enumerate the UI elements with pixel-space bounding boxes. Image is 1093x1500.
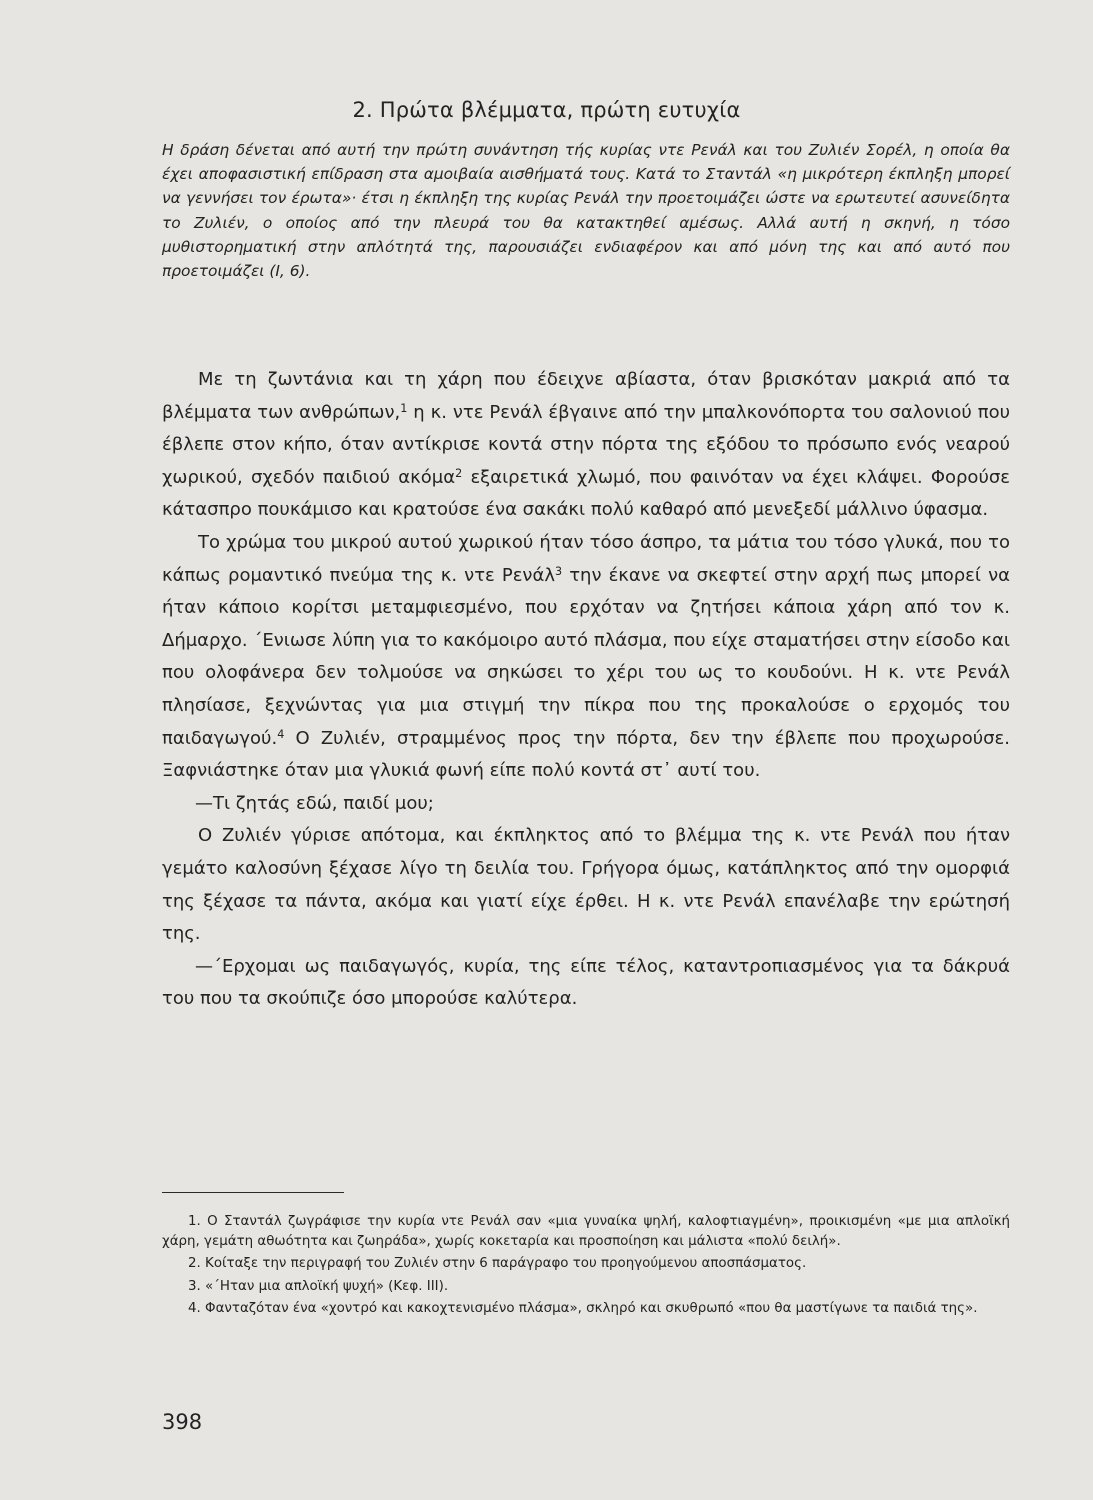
paragraph-1: [162, 364, 1010, 527]
intro-paragraph: Η δράση δένεται από αυτή την πρώτη συνάντηση τής κυρίας ντε Ρενάλ και του Ζυλιέν Σορέλ, η οποία θα έχει αποφασιστική επίδραση στα αμοιβαία αισθήματά τους. Κατά το Σταντάλ «η μικρότερη έκπληξη μπορεί να γεννήσει τον έρωτα»· έτσι η έκπληξη της κυρίας Ρενάλ την προετοιμάζει ώστε να ερωτευτεί ασυνείδητα το Ζυλιέν, ο οποίος από την πλευρά του θα κατακτηθεί αμέσως. Αλλά αυτή η σκηνή, η τόσο μυθιστορηματική στην απλότητά της, παρουσιάζει ενδιαφέρον και από μόνη της και από αυτό που προετοιμάζει (I, 6).: [162, 141, 1010, 281]
footnote-divider: [162, 1192, 344, 1193]
paragraph-4: Ο Ζυλιέν γύρισε απότομα, και έκπληκτος από το βλέμμα της κ. ντε Ρενάλ που ήταν γεμάτο καλοσύνη ξέχασε λίγο τη δειλία του. Γρήγορα όμως, κατάπληκτος από την ομορφιά της ξέχασε τα πάντα, ακόμα και γιατί είχε έρθει. Η κ. ντε Ρενάλ επανέλαβε την ερώτησή της.: [162, 825, 1010, 945]
dialogue-line-2: —΄Ερχομαι ως παιδαγωγός, κυρία, της είπε τέλος, καταντροπιασμένος για τα δάκρυά του που τα σκούπιζε όσο μπορούσε καλύτερα.: [162, 955, 1010, 1010]
paragraph-2-part-c: Ο Ζυλιέν, στραμμένος προς την πόρτα, δεν την έβλεπε που προχωρούσε. Ξαφνιάστηκε όταν μια γλυκιά φωνή είπε πολύ κοντά στ᾿ αυτί του.: [162, 727, 1010, 782]
paragraph-2-part-b: την έκανε να σκεφτεί στην αρχή πως μπορεί να ήταν κάποιο κορίτσι μεταμφιεσμένο, που ερχόταν να ζητήσει κάποια χάρη από τον κ. Δήμαρχο. ΄Ενιωσε λύπη για το κακόμοιρο αυτό πλάσμα, που είχε σταματήσει στην είσοδο και που ολοφάνερα δεν τολμούσε να σηκώσει το χέρι του ως το κουδούνι. Η κ. ντε Ρενάλ πλησίασε, ξεχνώντας για μια στιγμή την πίκρα που της προκαλούσε ο ερχομός του παιδαγωγού.: [162, 564, 1010, 749]
paragraph-1-part-a: Με τη ζωντάνια και τη χάρη που έδειχνε αβίαστα, όταν βρισκόταν μακριά από τα βλέμματα των ανθρώπων,: [162, 369, 1010, 423]
paragraph-2: [162, 527, 1010, 788]
footnote-1: 1. Ο Σταντάλ ζωγράφισε την κυρία ντε Ρενάλ σαν «μια γυναίκα ψηλή, καλοφτιαγμένη», προικισμένη «με μια απλοϊκή χάρη, γεμάτη αθωότητα και ζωηράδα», χωρίς κοκεταρία και προσποίηση και μάλιστα «πολύ δειλή».: [162, 1214, 1010, 1249]
footnote-4: 4. Φανταζόταν ένα «χοντρό και κακοχτενισμένο πλάσμα», σκληρό και σκυθρωπό «που θα μαστίγωνε τα παιδιά της».: [188, 1301, 978, 1317]
footnotes: [162, 1212, 1010, 1322]
footnote-ref-1: 1: [400, 401, 408, 415]
main-text: [162, 364, 1010, 1016]
footnote-ref-4: 4: [277, 727, 285, 741]
paragraph-2-part-a: Το χρώμα του μικρού αυτού χωρικού ήταν τόσο άσπρο, τα μάτια του τόσο γλυκά, που το κάπως ρομαντικό πνεύμα της κ. ντε Ρενάλ: [162, 531, 1010, 586]
footnote-3: 3. «΄Ηταν μια απλοϊκή ψυχή» (Κεφ. ΙΙΙ).: [188, 1278, 449, 1294]
footnote-ref-3: 3: [555, 564, 563, 578]
dialogue-line-1: —Τι ζητάς εδώ, παιδί μου;: [195, 792, 434, 814]
paragraph-1-part-c: εξαιρετικά χλωμό, που φαινόταν να έχει κλάψει. Φορούσε κάτασπρο πουκάμισο και κρατούσε ένα σακάκι πολύ καθαρό από μενεξεδί μάλλινο ύφασμα.: [162, 466, 1010, 521]
paragraph-1-part-b: η κ. ντε Ρενάλ έβγαινε από την μπαλκονόπορτα του σαλονιού που έβλεπε στον κήπο, όταν αντίκρισε κοντά στην πόρτα της εξόδου το πρόσωπο ενός νεαρού χωρικού, σχεδόν παιδιού ακόμα: [162, 401, 1011, 488]
footnote-ref-2: 2: [455, 466, 463, 480]
footnote-2: 2. Κοίταξε την περιγραφή του Ζυλιέν στην 6 παράγραφο του προηγούμενου αποσπάσματος.: [188, 1256, 807, 1272]
page-number: 398: [162, 1410, 203, 1434]
section-heading: 2. Πρώτα βλέμματα, πρώτη ευτυχία: [352, 98, 741, 122]
